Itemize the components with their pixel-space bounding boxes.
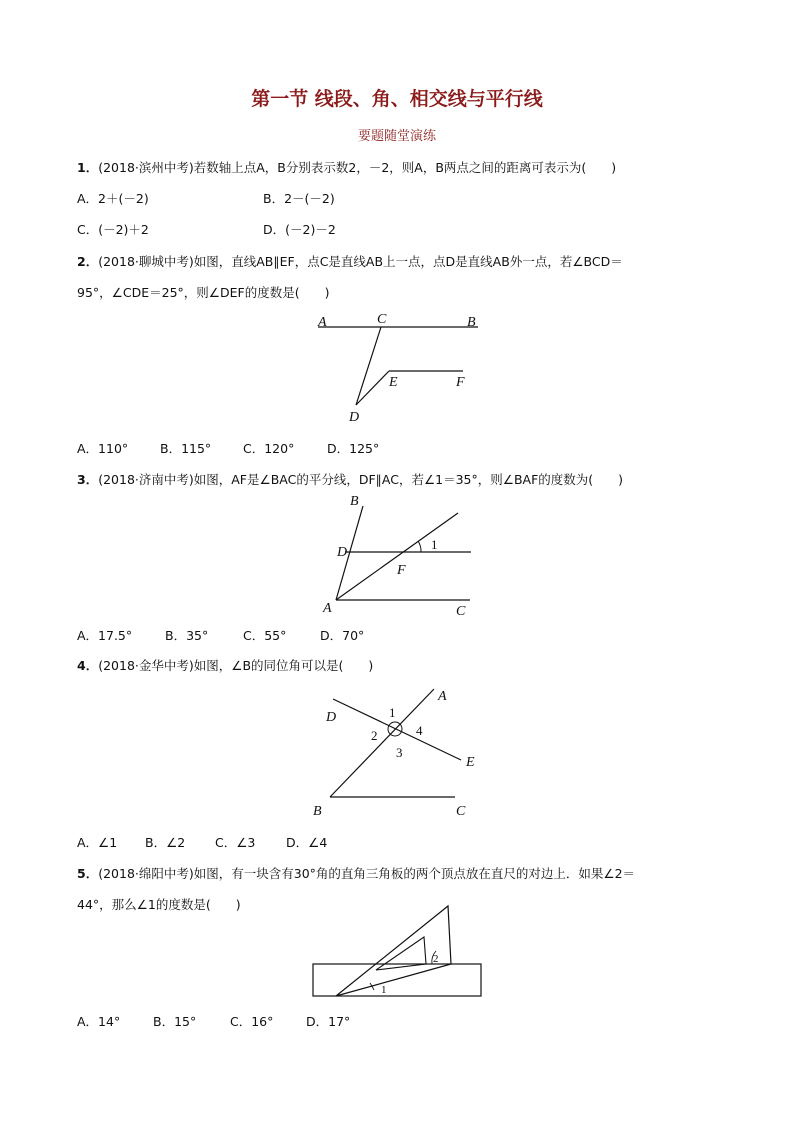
question-2-option-c: C．120° xyxy=(243,441,295,456)
q4-label-b: B xyxy=(313,804,322,819)
q2-label-a: A xyxy=(318,315,327,330)
q5-label-angle-1: 1 xyxy=(381,984,387,996)
question-5-option-c: C．16° xyxy=(230,1014,274,1029)
question-1-text: (2018·滨州中考)若数轴上点A，B分别表示数2，－2，则A，B两点之间的距离可表示为( ) xyxy=(98,160,617,175)
question-5-number: 5． xyxy=(77,866,99,881)
q3-label-f: F xyxy=(397,563,406,578)
question-4-text: (2018·金华中考)如图，∠B的同位角可以是( ) xyxy=(98,658,374,673)
q3-label-a: A xyxy=(323,601,332,616)
q4-label-angle-4: 4 xyxy=(416,723,423,738)
q2-label-b: B xyxy=(467,315,476,330)
q4-label-angle-3: 3 xyxy=(396,745,403,760)
q2-label-f: F xyxy=(456,375,465,390)
question-3-option-a: A．17.5° xyxy=(77,628,133,643)
q4-label-angle-1: 1 xyxy=(389,705,396,720)
q3-label-d: D xyxy=(337,545,348,560)
question-5-option-a: A．14° xyxy=(77,1014,121,1029)
question-3-option-d: D．70° xyxy=(320,628,365,643)
question-2-text-line-2: 95°，∠CDE＝25°，则∠DEF的度数是( ) xyxy=(77,285,330,300)
question-3-text: (2018·济南中考)如图，AF是∠BAC的平分线，DF∥AC，若∠1＝35°，则∠BAF的度数为( ) xyxy=(98,472,624,487)
question-1-option-d: D．(－2)－2 xyxy=(263,222,336,237)
q4-label-d: D xyxy=(326,710,337,725)
question-2-option-b: B．115° xyxy=(160,441,212,456)
question-1-option-c: C．(－2)＋2 xyxy=(77,222,149,237)
question-1-option-b: B．2－(－2) xyxy=(263,191,335,206)
question-4-number: 4． xyxy=(77,658,99,673)
q2-label-e: E xyxy=(389,375,398,390)
q2-label-c: C xyxy=(377,312,387,327)
q4-label-angle-2: 2 xyxy=(371,728,378,743)
q3-label-c: C xyxy=(456,604,466,619)
page-subtitle: 要题随堂演练 xyxy=(357,129,436,144)
question-2-option-a: A．110° xyxy=(77,441,129,456)
question-1-option-a: A．2＋(－2) xyxy=(77,191,149,206)
question-4-option-b: B．∠2 xyxy=(145,835,186,850)
question-5-option-d: D．17° xyxy=(306,1014,351,1029)
question-2-number: 2． xyxy=(77,254,99,269)
q4-label-a: A xyxy=(438,689,447,704)
question-2-text-line-1: (2018·聊城中考)如图，直线AB∥EF，点C是直线AB上一点，点D是直线AB外一点，若∠BCD＝ xyxy=(98,254,623,269)
question-4-option-a: A．∠1 xyxy=(77,835,118,850)
q2-label-d: D xyxy=(349,410,360,425)
question-2-option-d: D．125° xyxy=(327,441,380,456)
q4-label-c: C xyxy=(456,804,466,819)
question-5-text-line-1: (2018·绵阳中考)如图，有一块含有30°角的直角三角板的两个顶点放在直尺的对边上．如果∠2＝ xyxy=(98,866,636,881)
question-4-option-d: D．∠4 xyxy=(286,835,328,850)
question-1-number: 1． xyxy=(77,160,99,175)
q5-label-angle-2: 2 xyxy=(433,953,439,965)
question-4-option-c: C．∠3 xyxy=(215,835,256,850)
question-3-number: 3． xyxy=(77,472,99,487)
question-3-option-c: C．55° xyxy=(243,628,287,643)
q3-label-b: B xyxy=(350,494,359,509)
q3-label-angle-1: 1 xyxy=(431,537,438,552)
page-title: 第一节 线段、角、相交线与平行线 xyxy=(251,88,543,110)
question-5-text-line-2: 44°，那么∠1的度数是( ) xyxy=(77,897,241,912)
question-3-option-b: B．35° xyxy=(165,628,209,643)
q4-label-e: E xyxy=(466,755,475,770)
question-5-option-b: B．15° xyxy=(153,1014,197,1029)
